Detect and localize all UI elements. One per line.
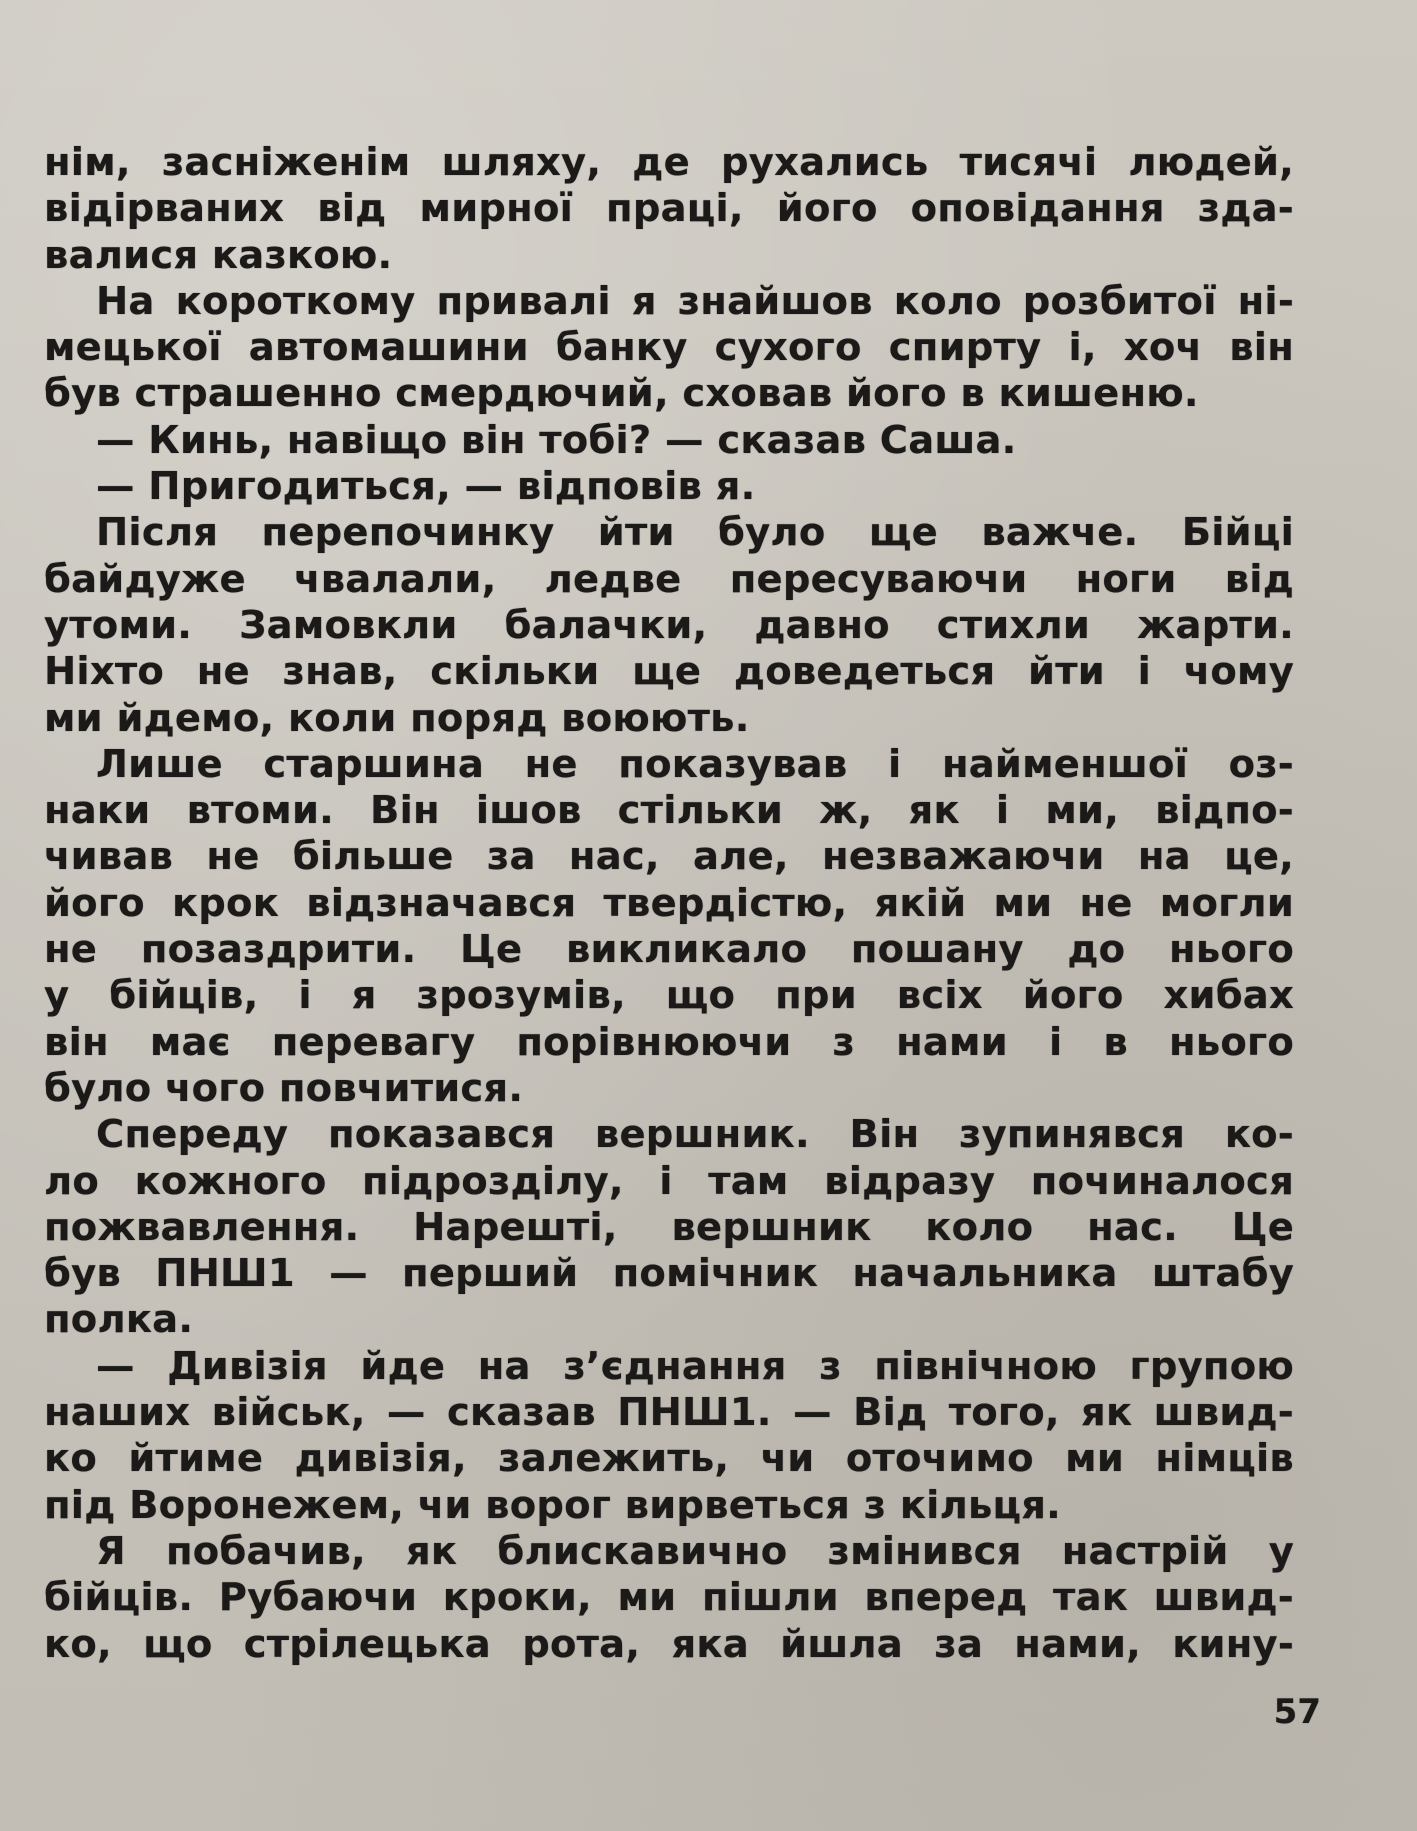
- text-line: під Воронежем, чи ворог вирветься з кільця.: [44, 1482, 1061, 1528]
- text-line: бійців. Рубаючи кроки, ми пішли вперед так швид-: [44, 1575, 1294, 1621]
- text-line: Лише старшина не показував і найменшої оз-: [96, 741, 1294, 787]
- text-line: Я побачив, як блискавично змінився настрій у: [96, 1528, 1294, 1574]
- text-line: На короткому привалі я знайшов коло розбитої ні-: [96, 278, 1294, 324]
- text-line: у бійців, і я зрозумів, що при всіх його хибах: [44, 973, 1294, 1019]
- text-line: був страшенно смердючий, сховав його в кишеню.: [44, 371, 1199, 417]
- text-line: Після перепочинку йти було ще важче. Бійці: [96, 510, 1294, 556]
- text-line: Ніхто не знав, скільки ще доведеться йти і чому: [44, 649, 1294, 695]
- text-line: утоми. Замовкли балачки, давно стихли жарти.: [44, 602, 1294, 648]
- text-line: чивав не більше за нас, але, незважаючи на це,: [44, 834, 1294, 880]
- text-line: він має перевагу порівнюючи з нами і в нього: [44, 1019, 1294, 1065]
- text-line: ко йтиме дивізія, залежить, чи оточимо ми німців: [44, 1436, 1294, 1482]
- text-line: його крок відзначався твердістю, якій ми не могли: [44, 880, 1294, 926]
- text-line: Спереду показався вершник. Він зупинявся ко-: [96, 1112, 1294, 1158]
- text-line: наки втоми. Він ішов стільки ж, як і ми, відпо-: [44, 788, 1294, 834]
- body-text: [44, 140, 1294, 1668]
- text-line: ло кожного підрозділу, і там відразу починалося: [44, 1158, 1294, 1204]
- text-line: пожвавлення. Нарешті, вершник коло нас. Це: [44, 1204, 1294, 1250]
- text-line: не позаздрити. Це викликало пошану до нього: [44, 927, 1294, 973]
- book-page: [44, 140, 1294, 1780]
- text-line: — Кинь, навіщо він тобі? — сказав Саша.: [96, 417, 1017, 463]
- text-line: — Пригодиться, — відповів я.: [96, 464, 756, 510]
- text-line: нім, засніженім шляху, де рухались тисячі людей,: [44, 140, 1294, 185]
- page-number: 57: [1273, 1692, 1321, 1732]
- text-line: байдуже чвалали, ледве пересуваючи ноги від: [44, 556, 1294, 602]
- text-line: відірваних від мирної праці, його оповідання зда-: [44, 186, 1294, 232]
- text-line: наших військ, — сказав ПНШ1. — Від того, як швид-: [44, 1390, 1294, 1436]
- text-line: полка.: [44, 1297, 194, 1343]
- text-line: — Дивізія йде на з’єднання з північною групою: [96, 1343, 1294, 1389]
- text-line: ко, що стрілецька рота, яка йшла за нами, кину-: [44, 1621, 1294, 1667]
- text-line: валися казкою.: [44, 232, 393, 278]
- text-line: було чого повчитися.: [44, 1065, 524, 1111]
- text-line: був ПНШ1 — перший помічник начальника штабу: [44, 1251, 1294, 1297]
- text-line: ми йдемо, коли поряд воюють.: [44, 695, 750, 741]
- text-line: мецької автомашини банку сухого спирту і, хоч він: [44, 325, 1294, 371]
